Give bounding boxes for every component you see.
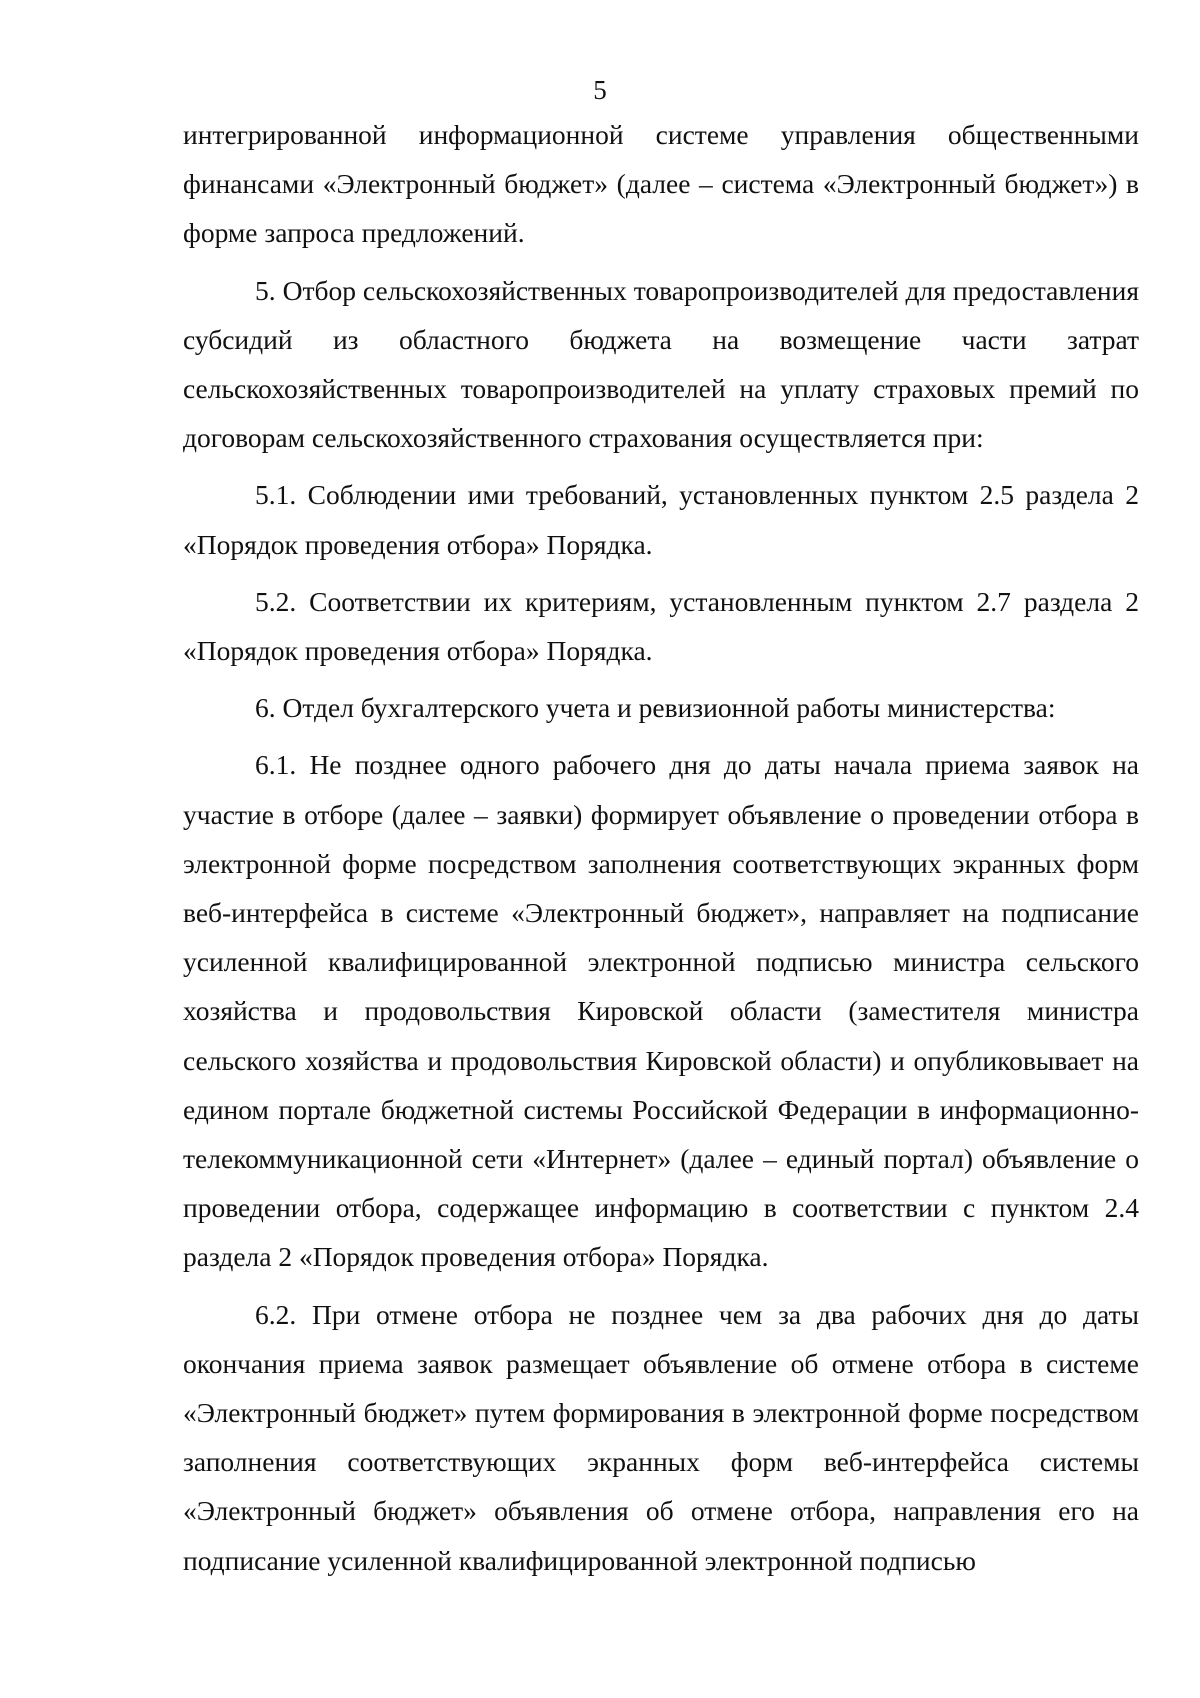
paragraph-5-2: 5.2. Соответствии их критериям, установленным пунктом 2.7 раздела 2 «Порядок проведения отбора» Порядка. [183, 585, 1139, 667]
page-number: 5 [593, 75, 607, 105]
document-body [183, 110, 1139, 1585]
paragraph-5: 5. Отбор сельскохозяйственных товаропроизводителей для предоставления субсидий из областного бюджета на возмещение части затрат сельскохозяйственных товаропроизводителей на уплату страховых премий по договорам сельскохозяйственного страхования осуществляется при: [183, 274, 1139, 454]
paragraph-5-1: 5.1. Соблюдении ими требований, установленных пунктом 2.5 раздела 2 «Порядок проведения отбора» Порядка. [183, 479, 1139, 560]
paragraph-6-1: 6.1. Не позднее одного рабочего дня до даты начала приема заявок на участие в отборе (далее – заявки) формирует объявление о проведении отбора в электронной форме посредством заполнения соответствующих экранных форм веб-интерфейса в системе «Электронный бюджет», направляет на подписание усиленной квалифицированной электронной подписью министра сельского хозяйства и продовольствия Кировской области (заместителя министра сельского хозяйства и продовольствия Кировской области) и опубликовывает на едином портале бюджетной системы Российской Федерации в информационно-телекоммуникационной сети «Интернет» (далее – единый портал) объявление о проведении отбора, содержащее информацию в соответствии с пунктом 2.4 раздела 2 «Порядок проведения отбора» Порядка. [183, 749, 1139, 1273]
paragraph-continuation: интегрированной информационной системе управления общественными финансами «Электронный бюджет» (далее – система «Электронный бюджет») в форме запроса предложений. [183, 119, 1139, 249]
paragraph-6: 6. Отдел бухгалтерского учета и ревизионной работы министерства: [255, 692, 1056, 724]
paragraph-6-2: 6.2. При отмене отбора не позднее чем за два рабочих дня до даты окончания приема заявок размещает объявление об отмене отбора в системе «Электронный бюджет» путем формирования в электронной форме посредством заполнения соответствующих экранных форм веб-интерфейса системы «Электронный бюджет» объявления об отмене отбора, направления его на подписание усиленной квалифицированной электронной подписью [183, 1298, 1139, 1576]
